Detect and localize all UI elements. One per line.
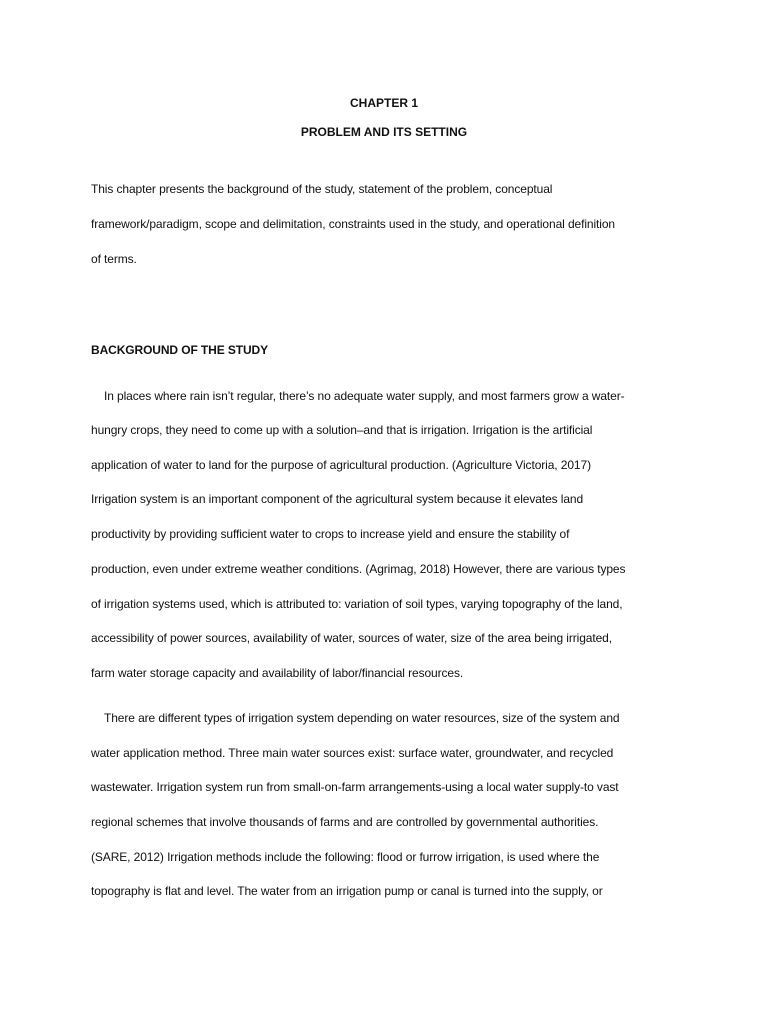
paragraph-line: Irrigation system is an important component of the agricultural system because it elevates land: [91, 492, 584, 506]
paragraph-line: water application method. Three main water sources exist: surface water, groundwater, and recycled: [91, 746, 614, 760]
paragraph-line: hungry crops, they need to come up with a solution–and that is irrigation. Irrigation is the artificial: [91, 423, 593, 437]
intro-line: This chapter presents the background of the study, statement of the problem, conceptual: [91, 182, 553, 196]
paragraph-line: wastewater. Irrigation system run from small-on-farm arrangements-using a local water supply-to vast: [91, 780, 619, 794]
intro-line: framework/paradigm, scope and delimitation, constraints used in the study, and operational definition: [91, 217, 615, 231]
paragraph-line: production, even under extreme weather conditions. (Agrimag, 2018) However, there are various types: [91, 562, 626, 576]
paragraph-line: topography is flat and level. The water from an irrigation pump or canal is turned into the supply, or: [91, 884, 603, 898]
paragraph-line: In places where rain isn’t regular, there’s no adequate water supply, and most farmers grow a water-: [104, 389, 625, 403]
paragraph-line: (SARE, 2012) Irrigation methods include the following: flood or furrow irrigation, is used where the: [91, 850, 600, 864]
section-heading: BACKGROUND OF THE STUDY: [91, 343, 269, 357]
paragraph-line: regional schemes that involve thousands of farms and are controlled by governmental authorities.: [91, 815, 599, 829]
paragraph-line: accessibility of power sources, availability of water, sources of water, size of the area being irrigated,: [91, 631, 612, 645]
chapter-title: PROBLEM AND ITS SETTING: [300, 125, 468, 139]
paragraph-line: productivity by providing sufficient water to crops to increase yield and ensure the stability of: [91, 527, 570, 541]
paragraph-line: of irrigation systems used, which is attributed to: variation of soil types, varying topography of the land,: [91, 597, 623, 611]
paragraph-line: farm water storage capacity and availability of labor/financial resources.: [91, 666, 464, 680]
chapter-number: CHAPTER 1: [349, 96, 418, 110]
intro-line: of terms.: [91, 252, 137, 266]
paragraph-line: There are different types of irrigation system depending on water resources, size of the system and: [104, 711, 620, 725]
paragraph-line: application of water to land for the purpose of agricultural production. (Agriculture Victoria, 2017): [91, 458, 591, 472]
